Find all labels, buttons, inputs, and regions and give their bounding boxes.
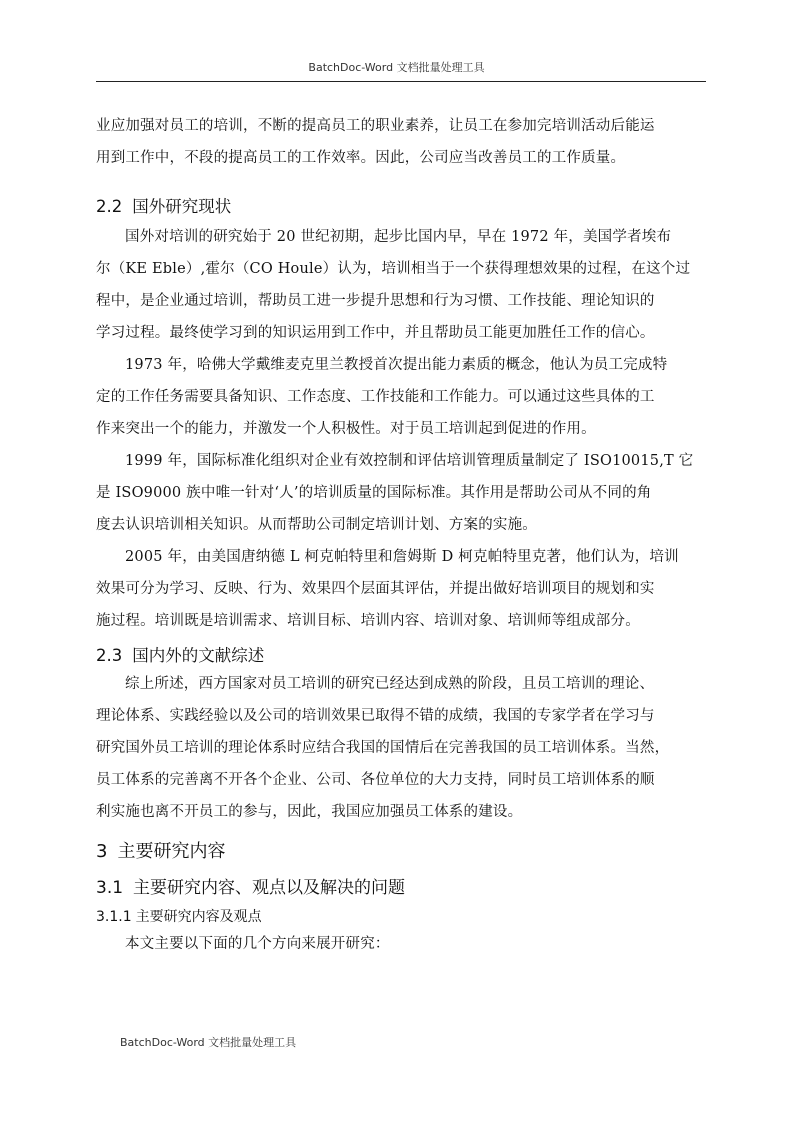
paragraph-line: 尔（KE Eble）,霍尔（CO Houle）认为，培训相当于一个获得理想效果的过程，在这个过 [96, 261, 691, 277]
section-heading-3-1-1 [96, 906, 706, 926]
paragraph-line: 1999 年，国际标准化组织对企业有效控制和评估培训管理质量制定了 ISO10015,T 它 [125, 453, 694, 469]
paragraph-line: 学习过程。最终使学习到的知识运用到工作中，并且帮助员工能更加胜任工作的信心。 [96, 325, 655, 341]
section-title: 主要研究内容 [117, 841, 226, 862]
closing-line: 本文主要以下面的几个方向来展开研究： [125, 936, 390, 952]
paragraph-line: 国外对培训的研究始于 20 世纪初期，起步比国内早，早在 1972 年，美国学者埃布 [125, 229, 672, 245]
intro-line-1: 业应加强对员工的培训，不断的提高员工的职业素养，让员工在参加完培训活动后能运 [96, 118, 655, 134]
section-title: 主要研究内容及观点 [135, 909, 262, 925]
section-heading-2-2 [96, 193, 706, 217]
intro-line-2: 用到工作中，不段的提高员工的工作效率。因此，公司应当改善员工的工作质量。 [96, 150, 626, 166]
header-divider [96, 81, 706, 82]
section-heading-3-1 [96, 873, 706, 898]
section-number: 3 [96, 841, 108, 862]
section-number: 3.1 [96, 878, 124, 898]
paragraph-line: 定的工作任务需要具备知识、工作态度、工作技能和工作能力。可以通过这些具体的工 [96, 389, 655, 405]
section-2-2-body [96, 223, 706, 636]
section-heading-3 [96, 837, 706, 863]
paragraph-line: 程中，是企业通过培训，帮助员工进一步提升思想和行为习惯、工作技能、理论知识的 [96, 293, 655, 309]
paragraph-line: 2005 年，由美国唐纳德 L 柯克帕特里和詹姆斯 D 柯克帕特里克著，他们认为，培训 [125, 549, 679, 565]
paragraph-line: 是 ISO9000 族中唯一针对‘人’的培训质量的国际标准。其作用是帮助公司从不同的角 [96, 485, 652, 501]
paragraph-line: 1973 年，哈佛大学戴维麦克里兰教授首次提出能力素质的概念，他认为员工完成特 [125, 357, 668, 373]
paragraph-line: 效果可分为学习、反映、行为、效果四个层面其评估，并提出做好培训项目的规划和实 [96, 581, 655, 597]
paragraph-line: 员工体系的完善离不开各个企业、公司、各位单位的大力支持，同时员工培训体系的顺 [96, 772, 655, 788]
paragraph-line: 度去认识培训相关知识。从而帮助公司制定培训计划、方案的实施。 [96, 517, 537, 533]
paragraph-line: 施过程。培训既是培训需求、培训目标、培训内容、培训对象、培训师等组成部分。 [96, 613, 640, 629]
paragraph-line: 作来突出一个的能力，并激发一个人积极性。对于员工培训起到促进的作用。 [96, 421, 596, 437]
section-number: 2.2 [96, 197, 123, 216]
section-number: 2.3 [96, 646, 123, 665]
section-heading-2-3 [96, 642, 706, 666]
page-footer: BatchDoc-Word 文档批量处理工具 [120, 1036, 297, 1049]
document-body [96, 112, 706, 962]
section-title: 国外研究现状 [132, 197, 232, 216]
page-header: BatchDoc-Word 文档批量处理工具 [308, 61, 485, 74]
paragraph-line: 理论体系、实践经验以及公司的培训效果已取得不错的成绩，我国的专家学者在学习与 [96, 708, 655, 724]
paragraph-line: 综上所述，西方国家对员工培训的研究已经达到成熟的阶段，且员工培训的理论、 [125, 676, 655, 692]
paragraph-line: 研究国外员工培训的理论体系时应结合我国的国情后在完善我国的员工培训体系。当然， [96, 740, 670, 756]
section-2-3-body [96, 670, 706, 827]
section-title: 国内外的文献综述 [132, 646, 265, 665]
section-number: 3.1.1 [96, 909, 132, 925]
section-title: 主要研究内容、观点以及解决的问题 [133, 878, 406, 898]
paragraph-line: 利实施也离不开员工的参与，因此，我国应加强员工体系的建设。 [96, 804, 523, 820]
